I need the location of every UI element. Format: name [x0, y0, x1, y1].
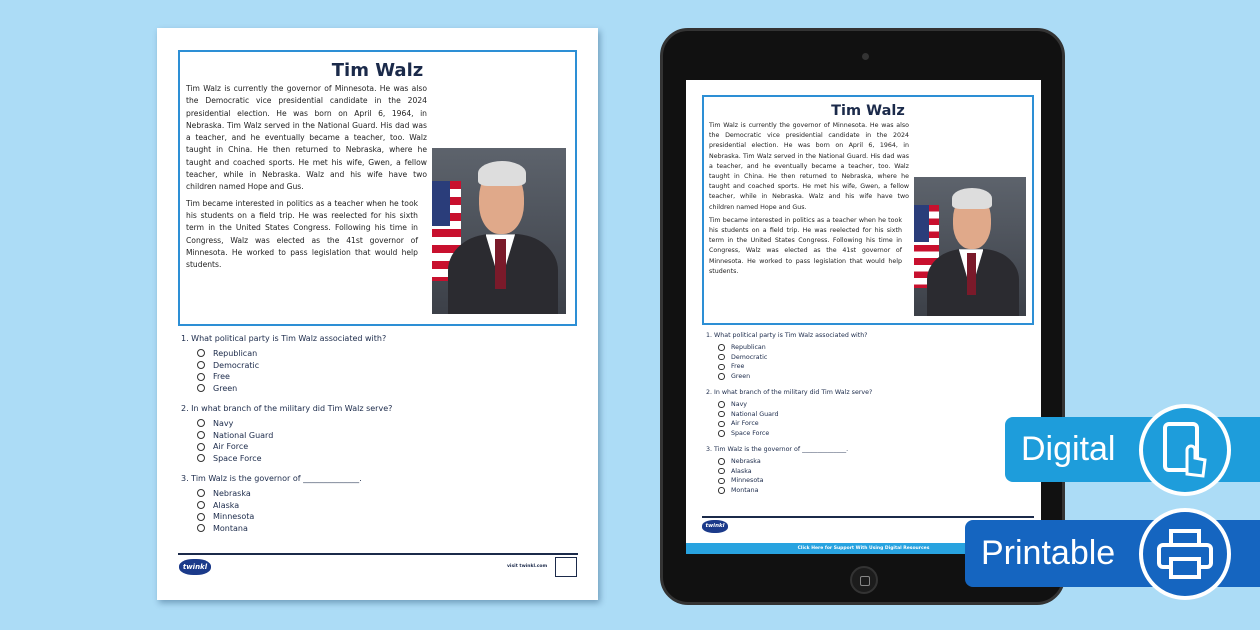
answer-option[interactable]	[181, 488, 362, 500]
option-label: Navy	[213, 418, 234, 428]
option-label: Green	[213, 383, 238, 393]
radio-button[interactable]	[197, 349, 205, 357]
radio-button[interactable]	[718, 354, 725, 361]
radio-button[interactable]	[718, 487, 725, 494]
answer-option[interactable]	[181, 511, 362, 523]
option-label: Green	[731, 372, 751, 380]
radio-button[interactable]	[718, 401, 725, 408]
reading-box	[178, 50, 577, 326]
option-label: Minnesota	[731, 477, 764, 485]
question-text: 3. Tim Walz is the governor of ______________.	[706, 446, 849, 453]
answer-option[interactable]	[706, 486, 848, 496]
answer-option[interactable]	[706, 429, 872, 439]
option-label: Democratic	[731, 353, 768, 361]
radio-button[interactable]	[718, 478, 725, 485]
answer-option[interactable]	[181, 418, 392, 430]
tablet-touch-icon	[1139, 404, 1231, 496]
question-1	[181, 334, 386, 394]
radio-button[interactable]	[197, 524, 205, 532]
qr-badge-icon	[555, 557, 577, 577]
question-text: 2. In what branch of the military did Tim Walz serve?	[181, 404, 393, 413]
answer-option[interactable]	[181, 452, 392, 464]
answer-option[interactable]	[181, 359, 386, 371]
option-label: Nebraska	[731, 458, 761, 466]
option-label: Space Force	[731, 429, 770, 437]
option-label: Montana	[731, 486, 759, 494]
option-label: Free	[731, 363, 745, 371]
footer-divider	[178, 553, 578, 555]
question-text: 3. Tim Walz is the governor of ______________.	[181, 474, 362, 483]
answer-option[interactable]	[706, 466, 848, 476]
radio-button[interactable]	[718, 468, 725, 475]
answer-option[interactable]	[706, 372, 868, 382]
answer-option[interactable]	[181, 499, 362, 511]
option-label: Montana	[213, 523, 248, 533]
question-text: 1. What political party is Tim Walz associated with?	[181, 334, 387, 343]
footer-url[interactable]: visit twinkl.com	[507, 564, 548, 569]
question-2-tablet	[706, 389, 872, 438]
question-text: 2. In what branch of the military did Tim Walz serve?	[706, 389, 873, 396]
option-label: Alaska	[213, 500, 240, 510]
digital-label: Digital	[1021, 430, 1116, 468]
answer-option[interactable]	[706, 400, 872, 410]
option-label: Space Force	[213, 453, 262, 463]
answer-option[interactable]	[181, 348, 386, 360]
twinkl-logo-tablet: twinkl	[702, 520, 728, 533]
question-2	[181, 404, 392, 464]
answer-option[interactable]	[706, 419, 872, 429]
option-label: Republican	[213, 348, 258, 358]
answer-option[interactable]	[706, 457, 848, 467]
radio-button[interactable]	[718, 344, 725, 351]
radio-button[interactable]	[197, 384, 205, 392]
answer-option[interactable]	[181, 371, 386, 383]
radio-button[interactable]	[197, 454, 205, 462]
home-button[interactable]	[850, 566, 878, 594]
worksheet-title: Tim Walz	[331, 60, 424, 81]
question-3-tablet	[706, 446, 848, 495]
worksheet-title-tablet: Tim Walz	[831, 103, 905, 119]
answer-option[interactable]	[706, 352, 868, 362]
option-label: Democratic	[213, 360, 260, 370]
printable-worksheet	[157, 28, 598, 600]
option-label: Free	[213, 372, 230, 382]
portrait-photo-tablet	[914, 177, 1026, 316]
reading-box-tablet	[702, 95, 1034, 325]
answer-option[interactable]	[181, 429, 392, 441]
footer-divider-tablet	[702, 516, 1034, 518]
answer-option[interactable]	[181, 441, 392, 453]
support-link[interactable]: Click Here for Support With Using Digital Resources	[686, 543, 1041, 554]
answer-option[interactable]	[706, 476, 848, 486]
radio-button[interactable]	[197, 431, 205, 439]
paragraph-2-tablet: Tim became interested in politics as a teacher when he took his students on a field trip. He was reelected for his sixth term in the United States Congress. Following his time in Congress, Walz was elected as the 41st governor of Minnesota. He worked to pass legislation that would help students.	[709, 216, 902, 275]
radio-button[interactable]	[718, 458, 725, 465]
option-label: Navy	[731, 401, 748, 409]
radio-button[interactable]	[197, 443, 205, 451]
radio-button[interactable]	[197, 513, 205, 521]
question-1-tablet	[706, 332, 868, 381]
camera-icon	[862, 53, 869, 60]
question-text: 1. What political party is Tim Walz associated with?	[706, 332, 868, 339]
option-label: National Guard	[731, 410, 779, 418]
option-label: Minnesota	[213, 512, 255, 522]
answer-option[interactable]	[181, 382, 386, 394]
printer-icon	[1139, 508, 1231, 600]
option-label: Republican	[731, 344, 766, 352]
answer-option[interactable]	[706, 409, 872, 419]
paragraph-1: Tim Walz is currently the governor of Minnesota. He was also the Democratic vice presidential candidate in the 2024 presidential election. He was born on April 6, 1964, in Nebraska. Tim Walz served in the National Guard. His dad was a teacher, and he eventually became a teacher, too. Walz taught in China. He then returned to Nebraska, where he taught and coached sports. He met his wife, Gwen, a fellow teacher, while in Nebraska. Walz and his wife have two children named Hope and Gus.	[186, 84, 427, 192]
tablet-device	[660, 28, 1065, 605]
portrait-photo	[432, 148, 566, 314]
option-label: Alaska	[731, 467, 752, 475]
printable-label: Printable	[981, 534, 1116, 572]
radio-button[interactable]	[718, 411, 725, 418]
option-label: Air Force	[213, 442, 249, 452]
radio-button[interactable]	[197, 419, 205, 427]
radio-button[interactable]	[718, 430, 725, 437]
radio-button[interactable]	[197, 501, 205, 509]
option-label: National Guard	[213, 430, 274, 440]
paragraph-1-tablet: Tim Walz is currently the governor of Minnesota. He was also the Democratic vice presidential candidate in the 2024 presidential election. He was born on April 6, 1964, in Nebraska. Tim Walz served in the National Guard. His dad was a teacher, and he eventually became a teacher, too. Walz taught in China. He then returned to Nebraska, where he taught and coached sports. He met his wife, Gwen, a fellow teacher, while in Nebraska. Walz and his wife have two children named Hope and Gus.	[709, 122, 909, 211]
answer-option[interactable]	[706, 362, 868, 372]
radio-button[interactable]	[718, 421, 725, 428]
option-label: Nebraska	[213, 488, 251, 498]
answer-option[interactable]	[181, 522, 362, 534]
radio-button[interactable]	[718, 373, 725, 380]
radio-button[interactable]	[718, 364, 725, 371]
question-3	[181, 474, 362, 534]
tablet-screen	[686, 80, 1041, 554]
option-label: Air Force	[731, 420, 759, 428]
paragraph-2: Tim became interested in politics as a teacher when he took his students on a field trip. He was reelected for his sixth term in the United States Congress. Following his time in Congress, Walz was elected as the 41st governor of Minnesota. He worked to pass legislation that would help students.	[186, 198, 418, 270]
radio-button[interactable]	[197, 373, 205, 381]
answer-option[interactable]	[706, 343, 868, 353]
radio-button[interactable]	[197, 361, 205, 369]
twinkl-logo: twinkl	[179, 559, 211, 575]
radio-button[interactable]	[197, 489, 205, 497]
